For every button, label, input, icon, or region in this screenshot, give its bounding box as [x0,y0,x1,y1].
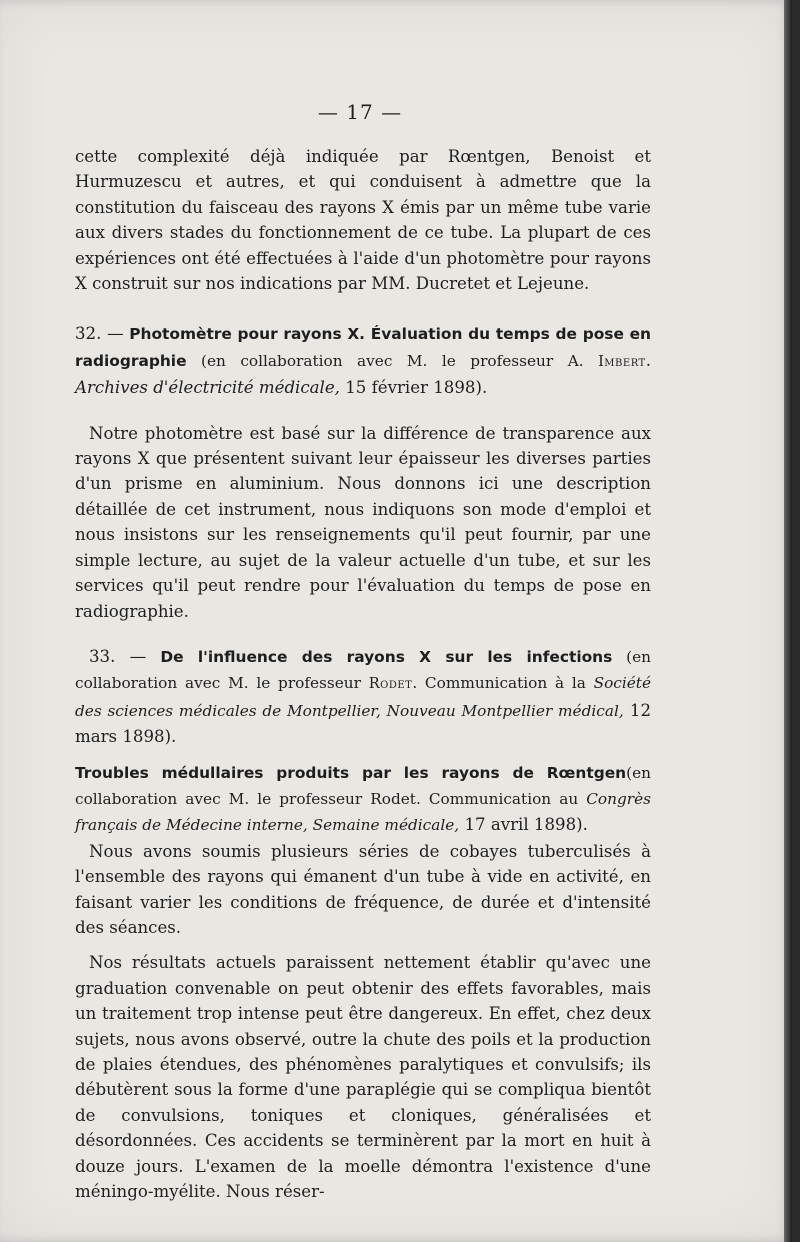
entry-date: 17 avril 1898). [459,815,588,835]
entry-number: 33. — [89,646,161,666]
entry-title: Troubles médullaires produits par les rayons de Rœntgen [75,763,627,782]
entry-source: Archives d'électricité médicale, [75,378,340,398]
entry-date: 12 mars 1898). [75,700,651,747]
entry-troubles-heading [75,760,651,839]
entry-number: 32. — [75,324,130,344]
entry-communication: . Communication à la [412,674,594,693]
entry-collaboration: (en collaboration avec M. le professeur [75,647,651,693]
entry-33-heading [75,644,651,750]
collaborator-name: Rodet [368,676,413,693]
entry-source: Société des sciences médicales de Montpellier, Nouveau Montpellier médical, [75,674,651,720]
paragraph-troubles-2: Nos résultats actuels paraissent nettement établir qu'avec une graduation convenable on peut obtenir des effets favorables, mais un traitement trop intense peut être dangereux. En effet, chez deux sujets, nous avons observé, outre la chute des poils et la production de plaies étendues, des phénomènes paralytiques et convulsifs; ils débutèrent sous la forme d'une paraplégie qui se compliqua bientôt de convulsions, toniques et cloniques, généralisées et désordonnées. Ces accidents se terminèrent par la mort en huit à douze jours. L'examen de la moelle démontra l'existence d'une méningo-myélite. Nous réser- [75,953,651,1202]
entry-source: Congrès français de Médecine interne, Semaine médicale, [75,789,651,835]
entry-date: 15 février 1898). [339,378,488,398]
punctuation: . [645,350,651,370]
paragraph-troubles-1: Nous avons soumis plusieurs séries de cobayes tuberculisés à l'ensemble des rayons qui émanent d'un tube à vide en activité, en faisant varier les conditions de fréquence, de durée et d'intensité des séances. [75,841,651,937]
entry-32-heading [75,321,651,400]
entry-title: Photomètre pour rayons X. Évaluation du temps de pose en radiographie [75,325,651,370]
entry-collaboration: (en collaboration avec M. le professeur A. [186,351,599,370]
entry-title: De l'influence des rayons X sur les infections [160,647,613,666]
page-body [75,144,651,1204]
entry-collaboration: (en collaboration avec M. le professeur Rodet. Communication au [75,763,651,808]
paragraph-32: Notre photomètre est basé sur la différence de transparence aux rayons X que présentent suivant leur épaisseur les diverses parties d'un prisme en aluminium. Nous donnons ici une description détaillée de cet instrument, nous indiquons son mode d'emploi et nous insistons sur les renseignements qu'il peut fournir, par une simple lecture, au sujet de la valeur actuelle d'un tube, et sur les services qu'il peut rendre pour l'évaluation du temps de pose en radiographie. [75,423,651,621]
paragraph-intro: cette complexité déjà indiquée par Rœntgen, Benoist et Hurmuzescu et autres, et qui conduisent à admettre que la constitution du faisceau des rayons X émis par un même tube varie aux divers stades du fonctionnement de ce tube. La plupart de ces expériences ont été effectuées à l'aide d'un photomètre pour rayons X construit sur nos indications par MM. Ducretet et Lejeune. [75,147,651,294]
page-edge-shadow [784,0,792,1242]
collaborator-name: Imbert [598,353,646,370]
page-number: — 17 — [317,100,403,124]
